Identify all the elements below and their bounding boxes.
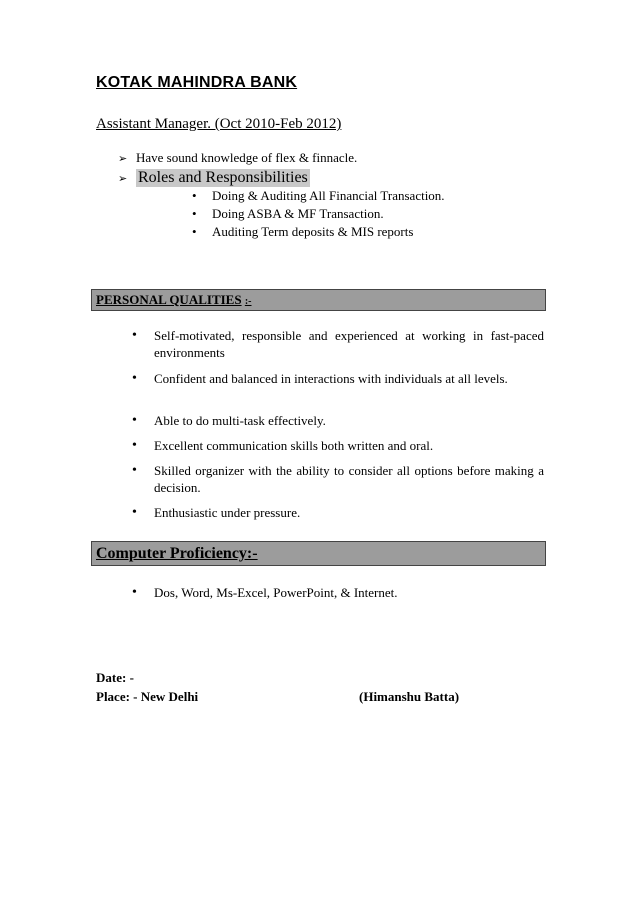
quality-text: Skilled organizer with the ability to consider all options before making a decision. <box>154 463 544 495</box>
quality-text: Able to do multi-task effectively. <box>154 413 326 428</box>
quality-item <box>132 370 544 387</box>
section-title-suffix: :- <box>244 296 252 307</box>
experience-point <box>118 150 357 166</box>
responsibility-item <box>192 206 384 222</box>
signatory-name: (Himanshu Batta) <box>359 689 460 704</box>
responsibility-item <box>192 188 445 204</box>
roles-heading: Roles and Responsibilities <box>138 169 308 186</box>
bullet-icon: • <box>132 413 137 428</box>
company-name: KOTAK MAHINDRA BANK <box>96 74 298 91</box>
bullet-icon: • <box>132 328 137 343</box>
quality-item <box>132 462 544 496</box>
section-title: Computer Proficiency:- <box>96 545 258 562</box>
arrow-bullet-icon: ➢ <box>118 172 128 185</box>
experience-point-text: Have sound knowledge of flex & finnacle. <box>136 150 358 165</box>
quality-text: Excellent communication skills both written and oral. <box>154 438 434 453</box>
quality-text: Enthusiastic under pressure. <box>154 505 301 520</box>
responsibility-text: Doing ASBA & MF Transaction. <box>212 206 384 221</box>
quality-item <box>132 327 544 361</box>
quality-text: Self-motivated, responsible and experienced at working in fast-paced environments <box>154 328 544 360</box>
bullet-icon: • <box>132 371 137 386</box>
bullet-icon: • <box>192 224 197 239</box>
bullet-icon: • <box>132 505 137 520</box>
quality-item <box>132 412 544 429</box>
place-line: Place: - New Delhi <box>96 689 199 704</box>
bullet-icon: • <box>192 188 197 203</box>
personal-qualities-heading <box>91 289 546 311</box>
job-title: Assistant Manager. (Oct 2010-Feb 2012) <box>96 116 342 132</box>
arrow-bullet-icon: ➢ <box>118 152 128 165</box>
bullet-icon: • <box>132 438 137 453</box>
proficiency-item <box>132 584 544 601</box>
quality-item <box>132 504 544 521</box>
bullet-icon: • <box>132 585 137 600</box>
responsibility-text: Doing & Auditing All Financial Transaction. <box>212 188 445 203</box>
quality-item <box>132 437 544 454</box>
date-line: Date: - <box>96 670 134 685</box>
responsibility-item <box>192 224 413 240</box>
proficiency-text: Dos, Word, Ms-Excel, PowerPoint, & Internet. <box>154 585 398 600</box>
bullet-icon: • <box>132 463 137 478</box>
computer-proficiency-heading <box>91 541 546 566</box>
experience-point <box>118 169 310 187</box>
quality-text: Confident and balanced in interactions with individuals at all levels. <box>154 371 508 386</box>
bullet-icon: • <box>192 206 197 221</box>
section-title: PERSONAL QUALITIES <box>96 292 242 307</box>
responsibility-text: Auditing Term deposits & MIS reports <box>212 224 414 239</box>
